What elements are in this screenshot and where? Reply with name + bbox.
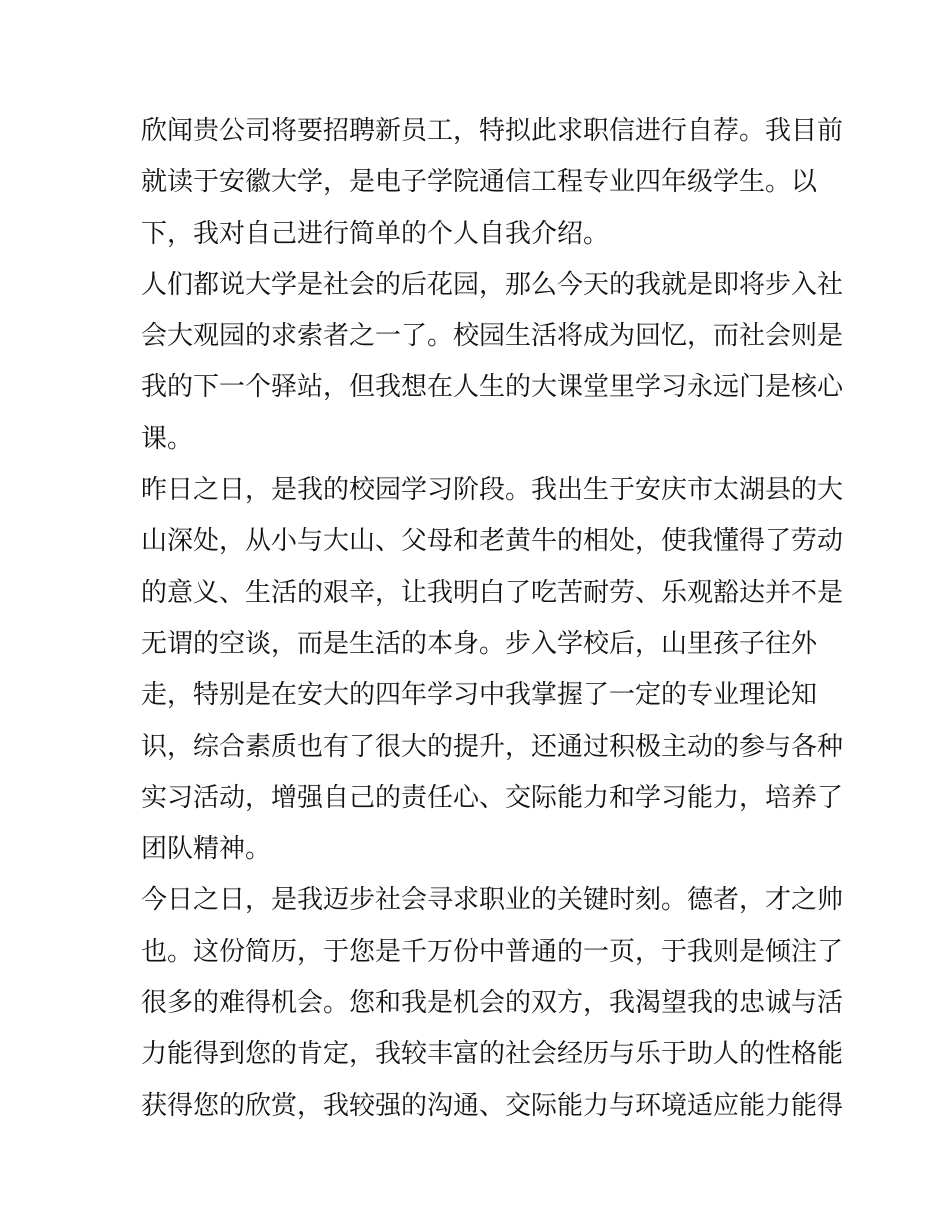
text-line: 就读于安徽大学，是电子学院通信工程专业四年级学生。以 [141,167,818,198]
text-line: 很多的难得机会。您和我是机会的双方，我渴望我的忠诚与活 [141,988,844,1019]
text-line: 团队精神。 [141,834,272,865]
text-line: 下，我对自己进行简单的个人自我介绍。 [141,218,610,249]
text-line: 实习活动，增强自己的责任心、交际能力和学习能力，培养了 [141,782,844,813]
cover-letter-body [141,106,844,1132]
text-line: 也。这份简历，于您是千万份中普通的一页，于我则是倾注了 [141,936,844,967]
text-line: 识，综合素质也有了很大的提升，还通过积极主动的参与各种 [141,731,844,762]
text-line: 欣闻贵公司将要招聘新员工，特拟此求职信进行自荐。我目前 [141,116,844,146]
text-line: 的意义、生活的艰辛，让我明白了吃苦耐劳、乐观豁达并不是 [141,577,844,608]
text-line: 获得您的欣赏，我较强的沟通、交际能力与环境适应能力能得 [141,1090,844,1121]
text-line: 人们都说大学是社会的后花园，那么今天的我就是即将步入社 [141,269,844,300]
text-line: 会大观园的求索者之一了。校园生活将成为回忆，而社会则是 [141,321,844,352]
text-line: 山深处，从小与大山、父母和老黄牛的相处，使我懂得了劳动 [141,526,844,557]
text-line: 走，特别是在安大的四年学习中我掌握了一定的专业理论知 [141,680,818,711]
text-line: 我的下一个驿站，但我想在人生的大课堂里学习永远门是核心 [141,372,844,403]
text-line: 力能得到您的肯定，我较丰富的社会经历与乐于助人的性格能 [141,1039,844,1070]
text-line: 昨日之日，是我的校园学习阶段。我出生于安庆市太湖县的大 [141,475,844,506]
text-line: 无谓的空谈，而是生活的本身。步入学校后，山里孩子往外 [141,628,818,659]
text-line: 今日之日，是我迈步社会寻求职业的关键时刻。德者，才之帅 [141,885,844,916]
text-line: 课。 [141,423,194,454]
